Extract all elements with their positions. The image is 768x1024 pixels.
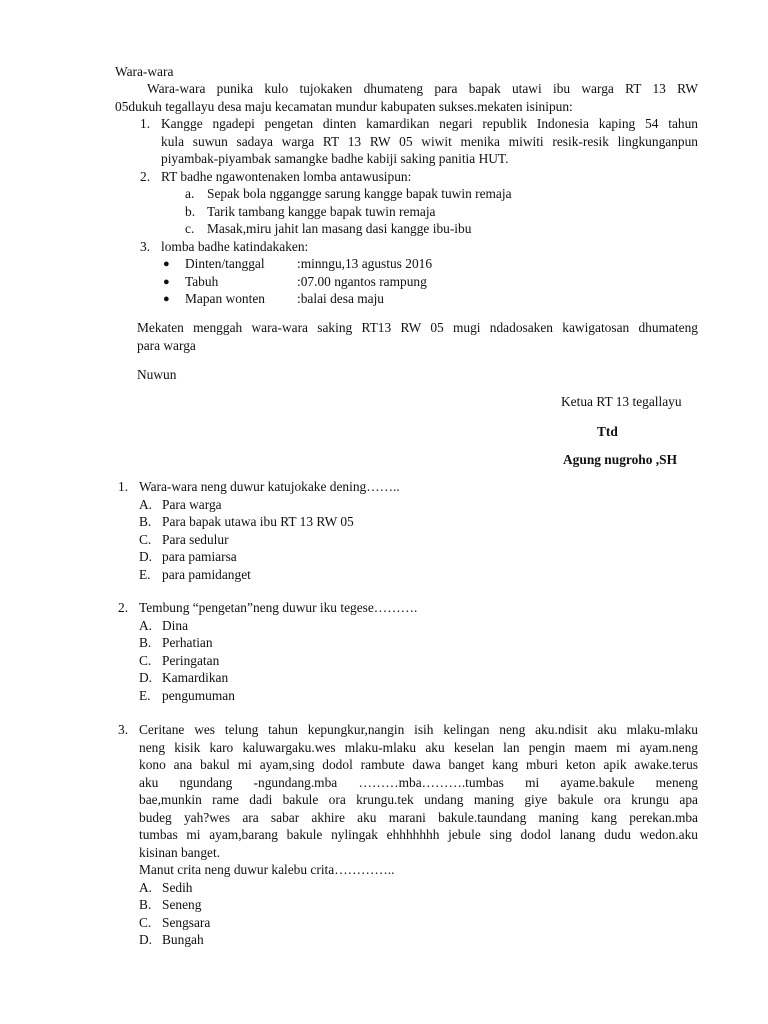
question-3-passage (139, 721, 698, 879)
sub-item-letter: c. (185, 221, 195, 236)
question-1-text: Wara-wara neng duwur katujokake dening…….. (139, 479, 400, 494)
passage-line: bae,munkin rame dadi bakule ora krungu.tek undang maning giye bakule ora krungu apa (139, 792, 698, 807)
sub-item-a: Sepak bola nggangge sarung kangge bapak tuwin remaja (207, 186, 512, 201)
item-2-line-1: RT badhe ngawontenaken lomba antawusipun: (161, 168, 412, 184)
option-text: Bungah (162, 932, 204, 947)
option-text: Dina (162, 617, 189, 633)
bullet-label: Tabuh (185, 273, 219, 289)
option-letter: D. (139, 932, 153, 947)
sub-item-c: Masak,miru jahit lan masang dasi kangge ibu-ibu (207, 221, 472, 236)
item-1-line-3: piyambak-piyambak samangke badhe kabiji saking panitia HUT. (161, 151, 509, 166)
question-number: 1. (118, 479, 129, 494)
passage-line: kisinan banget. (139, 844, 221, 860)
bullet-value: :07.00 ngantos rampung (297, 273, 427, 289)
sub-item-letter: b. (185, 203, 196, 219)
option-text: Para sedulur (162, 531, 229, 547)
question-number: 3. (118, 722, 129, 737)
closing-line-2: para warga (137, 337, 196, 353)
item-number: 2. (140, 168, 151, 184)
option-letter: C. (139, 652, 152, 668)
option-text: para pamidanget (162, 566, 251, 582)
item-3-line-1: lomba badhe katindakaken: (161, 238, 309, 254)
option-letter: C. (139, 531, 152, 547)
passage-line: Ceritane wes telung tahun kepungkur,nangin isih kelingan neng aku.ndisit aku mlaku-mlaku (139, 722, 698, 737)
bullet-label: Dinten/tanggal (185, 256, 265, 271)
option-text: Kamardikan (162, 670, 229, 685)
option-letter: B. (139, 514, 152, 529)
option-text: Sengsara (162, 914, 211, 930)
bullet-value: :balai desa maju (297, 291, 385, 306)
option-letter: E. (139, 566, 151, 582)
option-text: Peringatan (162, 652, 220, 668)
option-letter: A. (139, 617, 153, 633)
passage-line: kono ana bakul mi ayam,sing dodol rambute dawa banget kang mburi keton apik awake.terus (139, 757, 698, 772)
question-2-text: Tembung “pengetan”neng duwur iku tegese………. (139, 600, 418, 615)
option-letter: A. (139, 879, 153, 895)
item-1-line-1: Kangge ngadepi pengetan dinten kamardikan negari republik Indonesia kaping 54 tahun (161, 116, 698, 131)
bullet-icon: ● (163, 293, 170, 305)
passage-line: aku ngundang -ngundang.mba ………mba……….tumbas mi ayame.bakule meneng (139, 774, 698, 790)
bullet-icon: ● (163, 258, 170, 270)
intro-line-1: Wara-wara punika kulo tujokaken dhumateng para bapak utawi ibu warga RT 13 RW (147, 81, 698, 96)
option-letter: E. (139, 687, 151, 703)
signer-name: Agung nugroho ,SH (563, 452, 677, 467)
bullet-icon: ● (163, 275, 170, 288)
question-number: 2. (118, 600, 129, 615)
signer-title: Ketua RT 13 tegallayu (561, 394, 682, 409)
signature-ttd: Ttd (597, 424, 618, 439)
passage-line: budeg yah?wes ara sabar akhire aku marani bakule.taundang maning kang perekan.mba (139, 809, 698, 825)
bullet-value: :minngu,13 agustus 2016 (297, 256, 433, 271)
question-3-prompt: Manut crita neng duwur kalebu crita………….. (139, 862, 395, 877)
option-text: Para bapak utawa ibu RT 13 RW 05 (162, 514, 354, 529)
passage-line: neng kisik karo kaluwargaku.wes mlaku-mlaku aku keselan lan pengin maem mi ayam.neng (139, 739, 698, 755)
closing-line-1: Mekaten menggah wara-wara saking RT13 RW 05 mugi ndadosaken kawigatosan dhumateng (137, 320, 698, 335)
item-number: 3. (140, 238, 151, 254)
option-text: Perhatian (162, 635, 213, 650)
option-letter: D. (139, 549, 153, 564)
sub-item-b: Tarik tambang kangge bapak tuwin remaja (207, 203, 436, 219)
item-1-line-2: kula suwun sadaya warga RT 13 RW 05 wiwit menika miwiti resik-resik lingkunganpun (161, 133, 698, 149)
sub-item-letter: a. (185, 186, 195, 201)
option-text: Sedih (162, 879, 193, 895)
option-text: para pamiarsa (162, 549, 237, 564)
option-text: pengumuman (162, 687, 235, 703)
bullet-label: Mapan wonten (185, 291, 265, 306)
passage-line: tumbas mi ayam,barang bakule nylingak ehhhhhhh jebule sing dodol lanang dudu wedon.aku (139, 827, 698, 842)
option-letter: C. (139, 914, 152, 930)
option-letter: A. (139, 496, 153, 512)
option-letter: B. (139, 635, 152, 650)
item-number: 1. (140, 116, 151, 131)
nuwun-text: Nuwun (137, 367, 177, 382)
option-letter: B. (139, 897, 152, 912)
option-letter: D. (139, 670, 153, 685)
option-text: Para warga (162, 496, 222, 512)
option-text: Seneng (162, 897, 202, 912)
announcement-title: Wara-wara (115, 64, 174, 79)
intro-line-2: 05dukuh tegallayu desa maju kecamatan mundur kabupaten sukses.mekaten isinipun: (115, 98, 573, 114)
